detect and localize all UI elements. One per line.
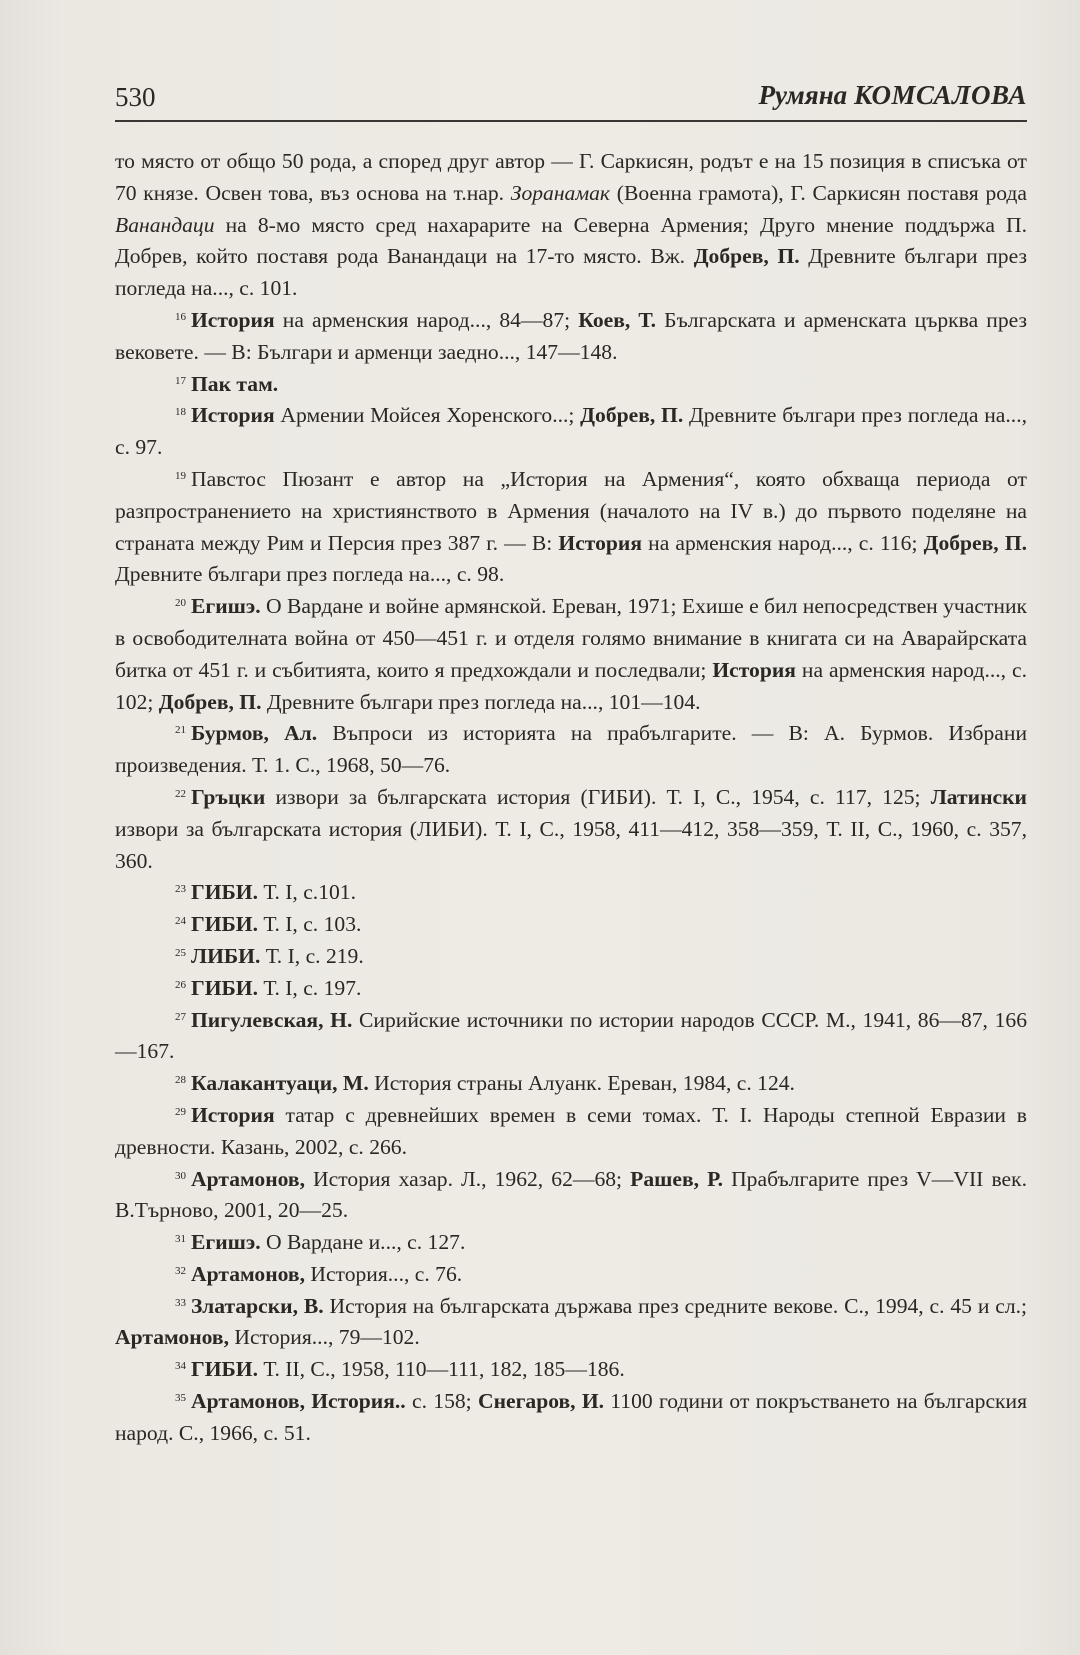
footnote-35: $^{35}$ Артамонов, История.. с. 158; Снегаров, И. 1100 години от покръстването на българския народ. С., 1966, с. 51. [115, 1389, 1028, 1445]
footnote-33: $^{33}$ Златарски, В. История на българската държава през средните векове. С., 1994, с. 45 и сл.; Артамонов, История..., 79—102. [115, 1293, 1027, 1350]
author-last-name: КОМСАЛОВА [853, 80, 1027, 110]
footnote-30: $^{30}$ Артамонов, История хазар. Л., 1962, 62—68; Рашев, Р. Прабългарите през V—VII век. В.Търново, 2001, 20—25. [115, 1166, 1027, 1223]
footnote-20: $^{20}$ Егишэ. О Вардане и войне армянской. Ереван, 1971; Ехише е бил непосредствен участник в освободителната война от 450—451 г. и отделя голямо внимание в книгата си на Аварайрската битка от 451 г. и събитията, които я предхождали и последвали; История на арменския народ..., с. 102; Добрев, П. Древните българи през погледа на..., 101—104. [115, 594, 1027, 714]
page-number: 530 [115, 82, 156, 112]
footnote-16: $^{16}$ История на арменския народ..., 84—87; Коев, Т. Българската и арменската църква през вековете. — В: Българи и арменци заедно..., 147—148. [115, 307, 1028, 364]
footnote-18: $^{18}$ История Армении Мойсея Хоренского...; Добрев, П. Древните българи през погледа на..., с. 97. [115, 403, 1027, 460]
footnote-26: $^{26}$ ГИБИ. Т. I, с. 197. [175, 975, 362, 1000]
footnote-31: $^{31}$ Егишэ. О Вардане и..., с. 127. [175, 1230, 466, 1255]
footnote-25: $^{25}$ ЛИБИ. Т. I, с. 219. [175, 943, 364, 968]
page-header [115, 78, 1027, 122]
running-head-author [758, 80, 1027, 111]
footnote-29: $^{29}$ История татар с древнейших времен в семи томах. Т. I. Народы степной Евразии в древности. Казань, 2002, с. 266. [115, 1102, 1027, 1159]
footnote-27: $^{27}$ Пигулевская, Н. Сирийские источники по истории народов СССР. М., 1941, 86—87, 166—167. [115, 1007, 1027, 1064]
footnote-34: $^{34}$ ГИБИ. Т. II, С., 1958, 110—111, 182, 185—186. [175, 1357, 625, 1382]
footnote-23: $^{23}$ ГИБИ. Т. I, с.101. [175, 880, 356, 905]
footnote-28: $^{28}$ Калакантуаци, М. История страны Алуанк. Ереван, 1984, с. 124. [175, 1071, 795, 1096]
footnote-continuation: то място от общо 50 рода, а според друг автор — Г. Саркисян, родът е на 15 позиция в списъка от 70 князе. Освен това, въз основа на т.нар. Зоранамак (Военна грамота), Г. Саркисян поставя рода Ванандаци на 8-мо място сред нахарарите на Северна Армения; Друго мнение поддържа П. Добрев, който поставя рода Ванандаци на 17-то място. Вж. Добрев, П. Древните българи през погледа на..., с. 101. [115, 149, 1027, 301]
footnote-21: $^{21}$ Бурмов, Ал. Въпроси из историята на прабългарите. — В: А. Бурмов. Избрани произведения. Т. 1. С., 1968, 50—76. [115, 721, 1028, 778]
author-first-name: Румяна [758, 80, 848, 110]
footnote-32: $^{32}$ Артамонов, История..., с. 76. [175, 1261, 463, 1286]
footnote-17: $^{17}$ Пак там. [175, 371, 279, 396]
footnotes-body [115, 146, 1027, 1450]
footnote-19: $^{19}$ Павстос Пюзант е автор на „История на Армения“, която обхваща периода от разпространението на християнството в Армения (началото на IV в.) до първото поделяне на страната между Рим и Персия през 387 г. — В: История на арменския народ..., с. 116; Добрев, П. Древните българи през погледа на..., с. 98. [115, 466, 1028, 587]
footnote-22: $^{22}$ Гръцки извори за българската история (ГИБИ). Т. I, С., 1954, с. 117, 125; Латински извори за българската история (ЛИБИ). Т. I, С., 1958, 411—412, 358—359, Т. II, С., 1960, с. 357, 360. [115, 784, 1027, 873]
footnote-24: $^{24}$ ГИБИ. Т. I, с. 103. [175, 912, 362, 937]
